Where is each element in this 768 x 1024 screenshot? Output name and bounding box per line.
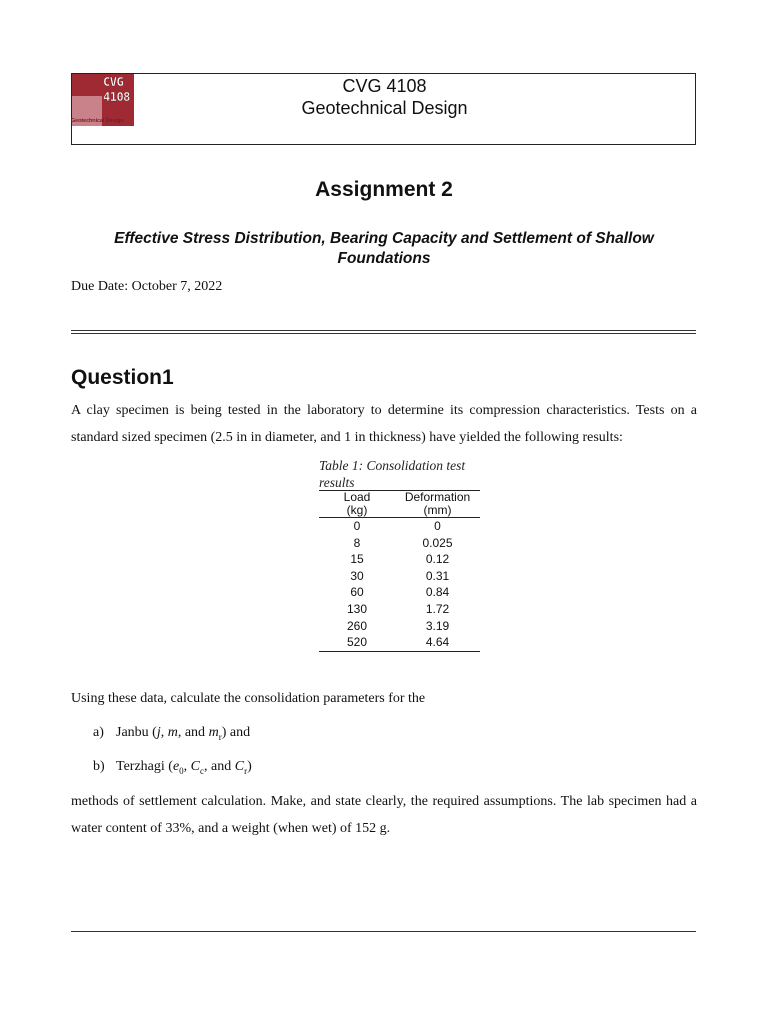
table-row xyxy=(319,601,480,618)
logo-line1: CVG xyxy=(103,75,124,89)
deformation-cell: 0.12 xyxy=(425,552,450,567)
table-caption: Table 1: Consolidation test results xyxy=(319,458,466,490)
load-cell: 8 xyxy=(353,535,361,550)
deformation-cell: 0.84 xyxy=(425,585,450,600)
course-name: Geotechnical Design xyxy=(301,98,468,118)
footer-divider xyxy=(71,931,696,932)
deformation-cell: 0 xyxy=(434,519,441,533)
question-heading: Question1 xyxy=(71,366,174,389)
deformation-cell: 0.31 xyxy=(425,568,450,583)
load-cell: 15 xyxy=(350,552,364,567)
load-cell: 30 xyxy=(350,568,364,583)
question-lead-in: Using these data, calculate the consolidation parameters for the xyxy=(71,691,426,706)
deformation-cell: 0.025 xyxy=(422,535,453,550)
course-code: CVG 4108 xyxy=(342,76,427,96)
load-cell: 60 xyxy=(350,585,364,600)
deformation-cell: 1.72 xyxy=(425,601,450,616)
table-row xyxy=(319,568,480,585)
table-row xyxy=(319,618,480,635)
due-date: Due Date: October 7, 2022 xyxy=(71,279,223,294)
table-body xyxy=(319,518,480,652)
deformation-cell: 4.64 xyxy=(395,634,480,651)
list-item-terzhagi: b) Terzhagi ($e_0$, $C_c$, and $C_r$) xyxy=(93,759,252,776)
table-header-load: Load (kg) xyxy=(319,491,395,518)
load-cell: 260 xyxy=(346,618,368,633)
consolidation-table xyxy=(319,490,480,652)
assignment-subtitle: Effective Stress Distribution, Bearing Capacity and Settlement of Shallow Foundations xyxy=(114,230,654,267)
load-cell: 0 xyxy=(353,519,361,533)
section-divider xyxy=(71,330,696,334)
question-intro: A clay specimen is being tested in the laboratory to determine its compression characteristics. Tests on a standard sized specimen (2.5 in in diameter, and 1 in thickness) have yielded the following results: xyxy=(71,403,697,445)
table-row xyxy=(319,551,480,568)
list-item-janbu: a) Janbu (j, m, and $m_r$) and xyxy=(93,725,251,742)
question-closing: methods of settlement calculation. Make, and state clearly, the required assumptions. The lab specimen had a water content of 33%, and a weight (when wet) of 152 g. xyxy=(71,794,697,836)
assignment-title: Assignment 2 xyxy=(315,178,453,201)
table-row xyxy=(319,634,480,651)
course-header xyxy=(71,73,696,145)
load-cell: 130 xyxy=(346,601,368,616)
table-header-deformation: Deformation (mm) xyxy=(395,491,480,518)
table-row xyxy=(319,518,480,535)
table-row xyxy=(319,535,480,552)
table-row xyxy=(319,584,480,601)
deformation-cell: 3.19 xyxy=(425,618,450,633)
logo-line2: 4108 xyxy=(103,90,130,104)
logo-caption: Geotechnical Design xyxy=(71,118,124,124)
load-cell: 520 xyxy=(319,634,395,651)
